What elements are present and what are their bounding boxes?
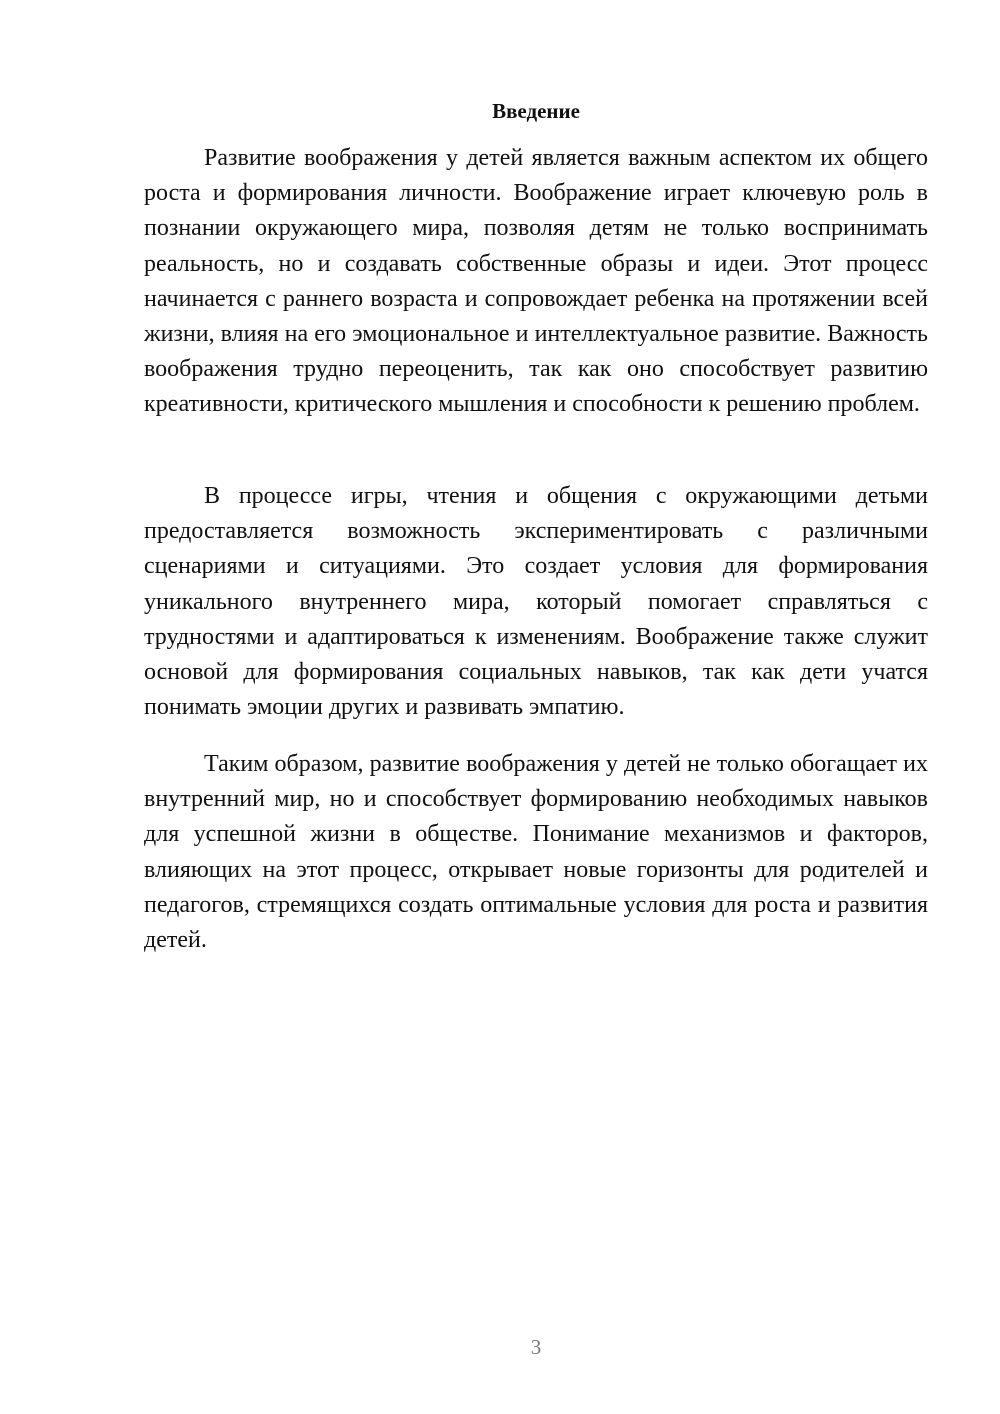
page-number: 3 <box>530 1335 542 1359</box>
paragraph-2: В процессе игры, чтения и общения с окружающими детьми предоставляется возможность экспериментировать с различными сценариями и ситуациями. Это создает условия для формирования уникального внутреннего мира, который помогает справляться с трудностями и адаптироваться к изменениям. Воображение также служит основой для формирования социальных навыков, так как дети учатся понимать эмоции других и развивать эмпатию. <box>144 483 928 721</box>
paragraph-1: Развитие воображения у детей является важным аспектом их общего роста и формирования личности. Воображение играет ключевую роль в познании окружающего мира, позволяя детям не только воспринимать реальность, но и создавать собственные образы и идеи. Этот процесс начинается с раннего возраста и сопровождает ребенка на протяжении всей жизни, влияя на его эмоциональное и интеллектуальное развитие. Важность воображения трудно переоценить, так как оно способствует развитию креативности, критического мышления и способности к решению проблем. <box>144 145 928 418</box>
section-title: Введение <box>492 99 580 123</box>
paragraph-3: Таким образом, развитие воображения у детей не только обогащает их внутренний мир, но и способствует формированию необходимых навыков для успешной жизни в обществе. Понимание механизмов и факторов, влияющих на этот процесс, открывает новые горизонты для родителей и педагогов, стремящихся создать оптимальные условия для роста и развития детей. <box>144 751 928 954</box>
